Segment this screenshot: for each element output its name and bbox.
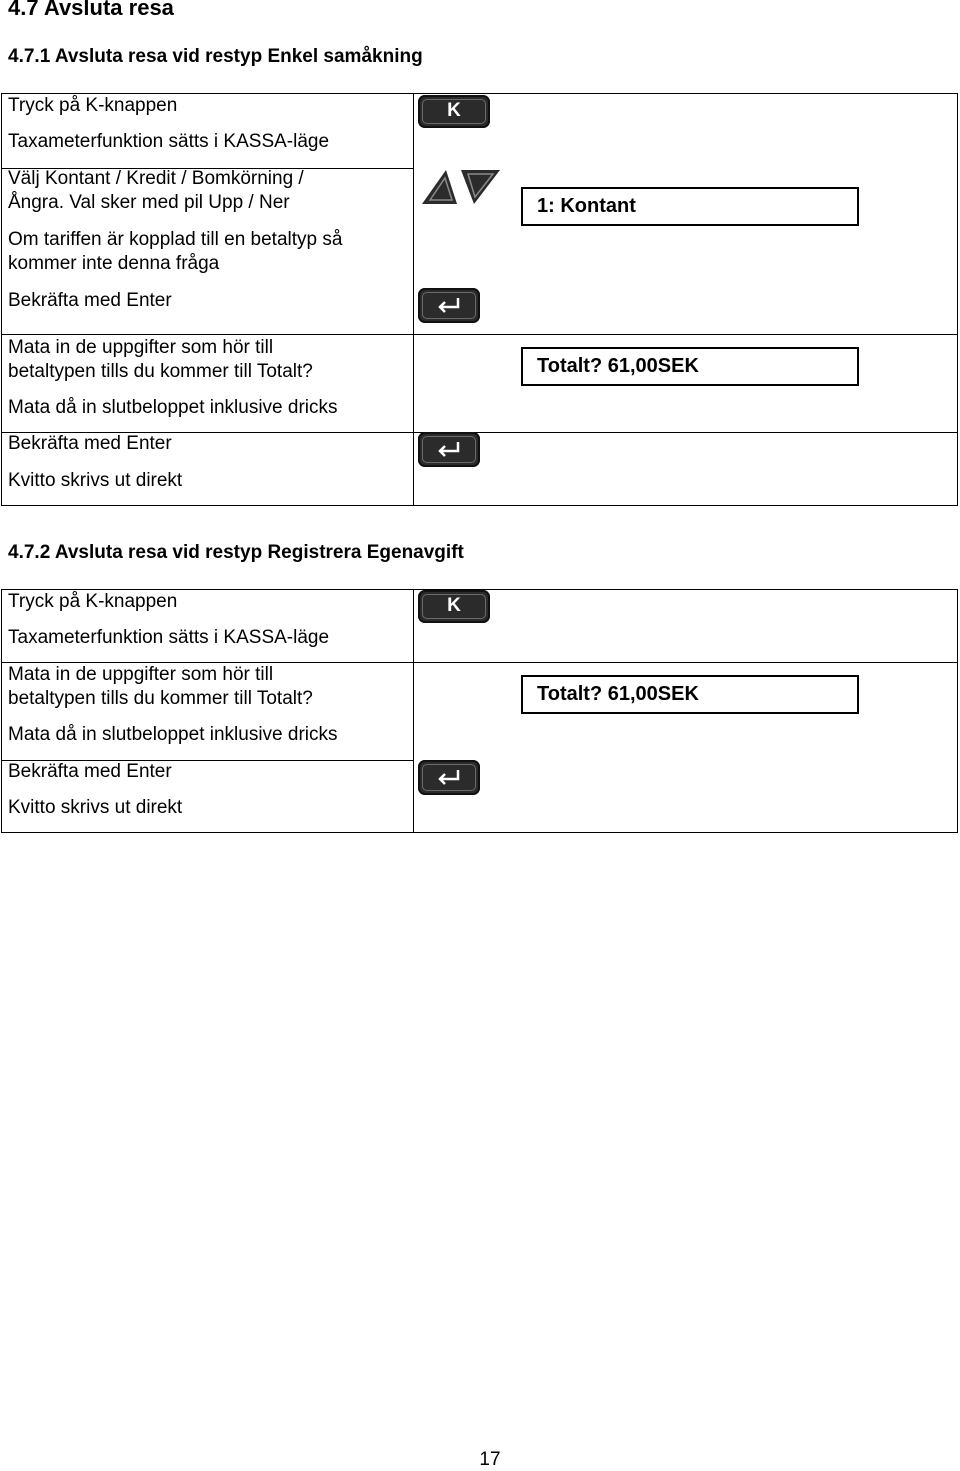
step-text: Mata då in slutbeloppet inklusive dricks	[8, 724, 338, 745]
step-text: Taxameterfunktion sätts i KASSA-läge	[8, 627, 330, 648]
step-text: kommer inte denna fråga	[8, 253, 220, 274]
taximeter-display-total: Totalt? 61,00SEK	[521, 347, 859, 386]
page-number: 17	[479, 1449, 501, 1470]
k-key-icon: K	[418, 590, 490, 623]
step-text: Mata in de uppgifter som hör till	[8, 664, 274, 685]
step-text: betaltypen tills du kommer till Totalt?	[8, 361, 313, 382]
step-text: Mata då in slutbeloppet inklusive dricks	[8, 397, 338, 418]
taximeter-display-payment: 1: Kontant	[521, 187, 859, 226]
step-text: Bekräfta med Enter	[8, 290, 172, 311]
enter-key-icon	[418, 288, 480, 323]
page-heading: 4.7 Avsluta resa	[8, 0, 174, 20]
step-text: Bekräfta med Enter	[8, 433, 172, 454]
step-text: Ångra. Val sker med pil Upp / Ner	[8, 192, 290, 213]
step-text: Om tariffen är kopplad till en betaltyp så	[8, 229, 343, 250]
step-text: betaltypen tills du kommer till Totalt?	[8, 688, 313, 709]
step-text: Mata in de uppgifter som hör till	[8, 337, 274, 358]
k-key-icon: K	[418, 95, 490, 128]
step-text: Tryck på K-knappen	[8, 95, 178, 116]
step-text: Tryck på K-knappen	[8, 591, 178, 612]
step-text: Kvitto skrivs ut direkt	[8, 797, 183, 818]
step-text: Bekräfta med Enter	[8, 761, 172, 782]
enter-key-icon	[418, 760, 480, 795]
taximeter-display-total: Totalt? 61,00SEK	[521, 675, 859, 714]
step-text: Taxameterfunktion sätts i KASSA-läge	[8, 131, 330, 152]
section-heading-472: 4.7.2 Avsluta resa vid restyp Registrera Egenavgift	[8, 542, 464, 563]
enter-key-icon	[418, 432, 480, 467]
section-heading-471: 4.7.1 Avsluta resa vid restyp Enkel samåkning	[8, 46, 423, 67]
step-text: Välj Kontant / Kredit / Bomkörning /	[8, 168, 304, 189]
up-down-arrow-keys-icon	[418, 167, 502, 207]
step-text: Kvitto skrivs ut direkt	[8, 470, 183, 491]
